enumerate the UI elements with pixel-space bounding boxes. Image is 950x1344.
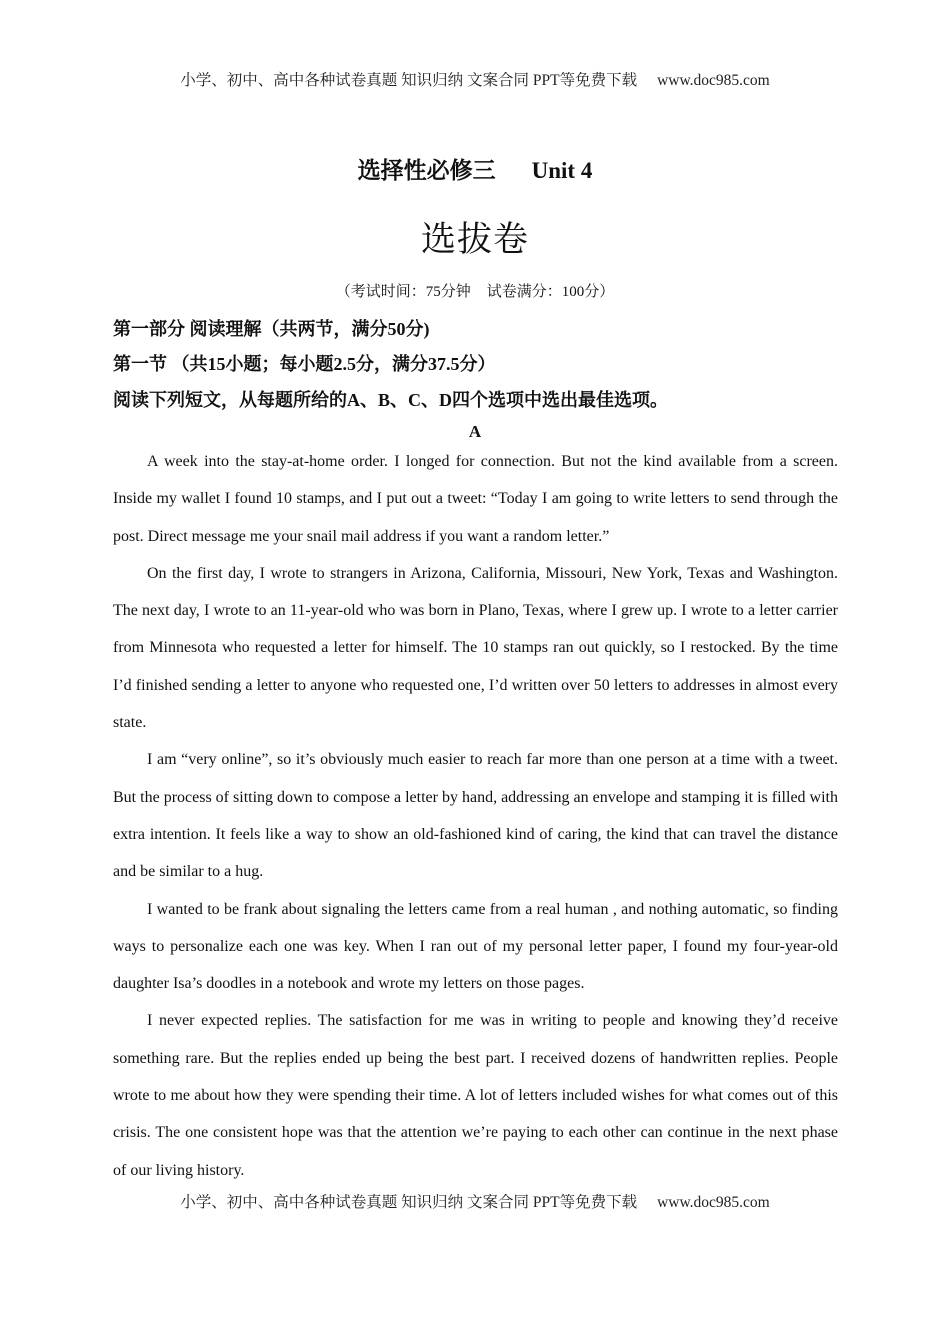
passage-paragraph: A week into the stay-at-home order. I longed for connection. But not the kind available from a screen. Inside my wallet I found 10 stamps, and I put out a tweet: “Today I am going to write letters to send through the post. Direct message me your snail mail address if you want a random letter.”	[113, 453, 838, 545]
page-footer	[0, 1190, 950, 1212]
footer-text: 小学、初中、高中各种试卷真题 知识归纳 文案合同 PPT等免费下载	[180, 1194, 638, 1211]
course-name: 选择性必修三	[357, 158, 496, 183]
instruction-text: 阅读下列短文，从每题所给的A、B、C、D四个选项中选出最佳选项。	[113, 390, 668, 410]
section-heading: 第一节 （共15小题；每小题2.5分，满分37.5分）	[113, 354, 496, 374]
footer-site-link[interactable]: www.doc985.com	[657, 1194, 770, 1211]
header-text: 小学、初中、高中各种试卷真题 知识归纳 文案合同 PPT等免费下载	[180, 72, 638, 89]
exam-time: （考试时间：75分钟	[335, 284, 471, 300]
document-title	[0, 152, 950, 185]
exam-info	[0, 280, 950, 301]
passage-paragraph: I wanted to be frank about signaling the letters came from a real human , and nothing automatic, so finding ways to personalize each one was key. When I ran out of my personal letter paper, I found my four-year-old daughter Isa’s doodles in a notebook and wrote my letters on those pages.	[113, 900, 838, 993]
passage-paragraph: I never expected replies. The satisfaction for me was in writing to people and knowing they’d receive something rare. But the replies ended up being the best part. I received dozens of handwritten replies. People wrote to me about how they were spending their time. A lot of letters included wishes for what comes out of this crisis. The one consistent hope was that the attention we’re paying to each other can continue in the next phase of our living history.	[113, 1012, 838, 1179]
header-site-link[interactable]: www.doc985.com	[657, 72, 770, 89]
passage-label: A	[468, 422, 482, 441]
passage-paragraph: On the first day, I wrote to strangers in Arizona, California, Missouri, New York, Texas and Washington. The next day, I wrote to an 11-year-old who was born in Plano, Texas, where I grew up. I wrote to a letter carrier from Minnesota who requested a letter for himself. The 10 stamps ran out quickly, so I restocked. By the time I’d finished sending a letter to anyone who requested one, I’d written over 50 letters to addresses in almost every state.	[113, 564, 838, 732]
exam-score: 试卷满分：100分）	[486, 284, 615, 300]
part-heading: 第一部分 阅读理解（共两节，满分50分)	[113, 319, 430, 339]
passage-paragraph: I am “very online”, so it’s obviously much easier to reach far more than one person at a time with a tweet. But the process of sitting down to compose a letter by hand, addressing an envelope and stamping it is filled with extra intention. It feels like a way to show an old-fashioned kind of caring, the kind that can travel the distance and be similar to a hug.	[113, 751, 838, 881]
document-subtitle: 选拔卷	[420, 220, 529, 260]
page-header	[0, 68, 950, 90]
passage-body	[113, 443, 838, 1189]
unit-name: Unit 4	[531, 158, 593, 183]
